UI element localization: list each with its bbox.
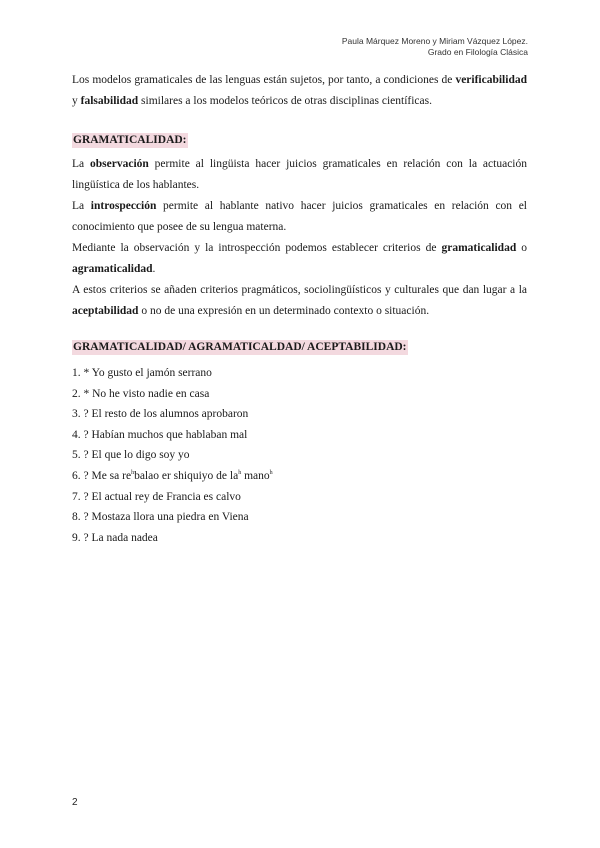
p3-text-2: o xyxy=(516,242,527,254)
term-verificabilidad: verificabilidad xyxy=(455,74,527,86)
criterios-paragraph xyxy=(72,238,527,280)
term-introspeccion: introspección xyxy=(90,200,157,212)
example-item: 3. ? El resto de los alumnos aprobaron xyxy=(72,408,249,421)
p2-text-1: La xyxy=(72,200,91,212)
example-item xyxy=(72,466,527,487)
section1-heading: GRAMATICALIDAD: xyxy=(73,134,187,146)
example-item: 1. * Yo gusto el jamón serrano xyxy=(72,367,212,379)
examples-list xyxy=(72,363,527,548)
example-6-sup-1: h xyxy=(131,470,135,477)
section1-heading-wrap xyxy=(72,130,527,151)
example-item: 5. ? El que lo digo soy yo xyxy=(72,449,190,462)
section2-heading-wrap xyxy=(72,337,527,358)
example-item: 7. ? El actual rey de Francia es calvo xyxy=(72,490,241,503)
term-observacion: observación xyxy=(90,158,149,170)
intro-text-1: Los modelos gramaticales de las lenguas están sujetos, por tanto, a condiciones de xyxy=(72,74,456,86)
term-aceptabilidad: aceptabilidad xyxy=(72,305,139,317)
page-content xyxy=(72,70,527,548)
p3-text-1: Mediante la observación y la introspección podemos establecer criterios de xyxy=(72,242,442,254)
p4-text-1: A estos criterios se añaden criterios pragmáticos, sociolingüísticos y culturales que dan lugar a la xyxy=(72,284,527,296)
example-6-text-a: 6. ? Me sa re xyxy=(72,469,132,482)
p4-text-2: o no de una expresión en un determinado contexto o situación. xyxy=(138,305,430,317)
intro-text-3: similares a los modelos teóricos de otras disciplinas científicas. xyxy=(138,95,432,107)
term-gramaticalidad: gramaticalidad xyxy=(441,242,517,254)
page-header xyxy=(342,36,528,58)
intro-text-2: y xyxy=(72,95,81,107)
example-item: 4. ? Habían muchos que hablaban mal xyxy=(72,428,248,441)
p2-text-2: permite al hablante nativo hacer juicios gramaticales en relación con el conocimiento que posee de su lengua materna. xyxy=(72,200,527,233)
example-6-text-c: mano xyxy=(241,469,270,482)
p1-text-2: permite al lingüista hacer juicios gramaticales en relación con la actuación lingüística de los hablantes. xyxy=(72,158,527,191)
aceptabilidad-paragraph xyxy=(72,280,527,322)
observacion-paragraph xyxy=(72,154,527,196)
example-6-sup-3: h xyxy=(269,470,273,477)
term-falsabilidad: falsabilidad xyxy=(80,95,139,107)
page-number: 2 xyxy=(72,797,78,808)
example-item: 9. ? La nada nadea xyxy=(72,531,158,544)
example-item: 8. ? Mostaza llora una piedra en Viena xyxy=(72,511,249,524)
introspeccion-paragraph xyxy=(72,196,527,238)
intro-paragraph xyxy=(72,70,527,112)
term-agramaticalidad: agramaticalidad xyxy=(72,263,153,275)
example-6-sup-2: h xyxy=(238,470,242,477)
p1-text-1: La xyxy=(72,158,91,170)
section2-heading: GRAMATICALIDAD/ AGRAMATICALDAD/ ACEPTABILIDAD: xyxy=(73,341,407,353)
example-6-text-b: balao er shiquiyo de la xyxy=(134,469,239,482)
header-authors: Paula Márquez Moreno y Miriam Vázquez López. xyxy=(341,36,528,46)
header-degree: Grado en Filología Clásica xyxy=(427,47,528,57)
p3-text-3: . xyxy=(152,263,156,275)
example-item: 2. * No he visto nadie en casa xyxy=(72,387,210,400)
